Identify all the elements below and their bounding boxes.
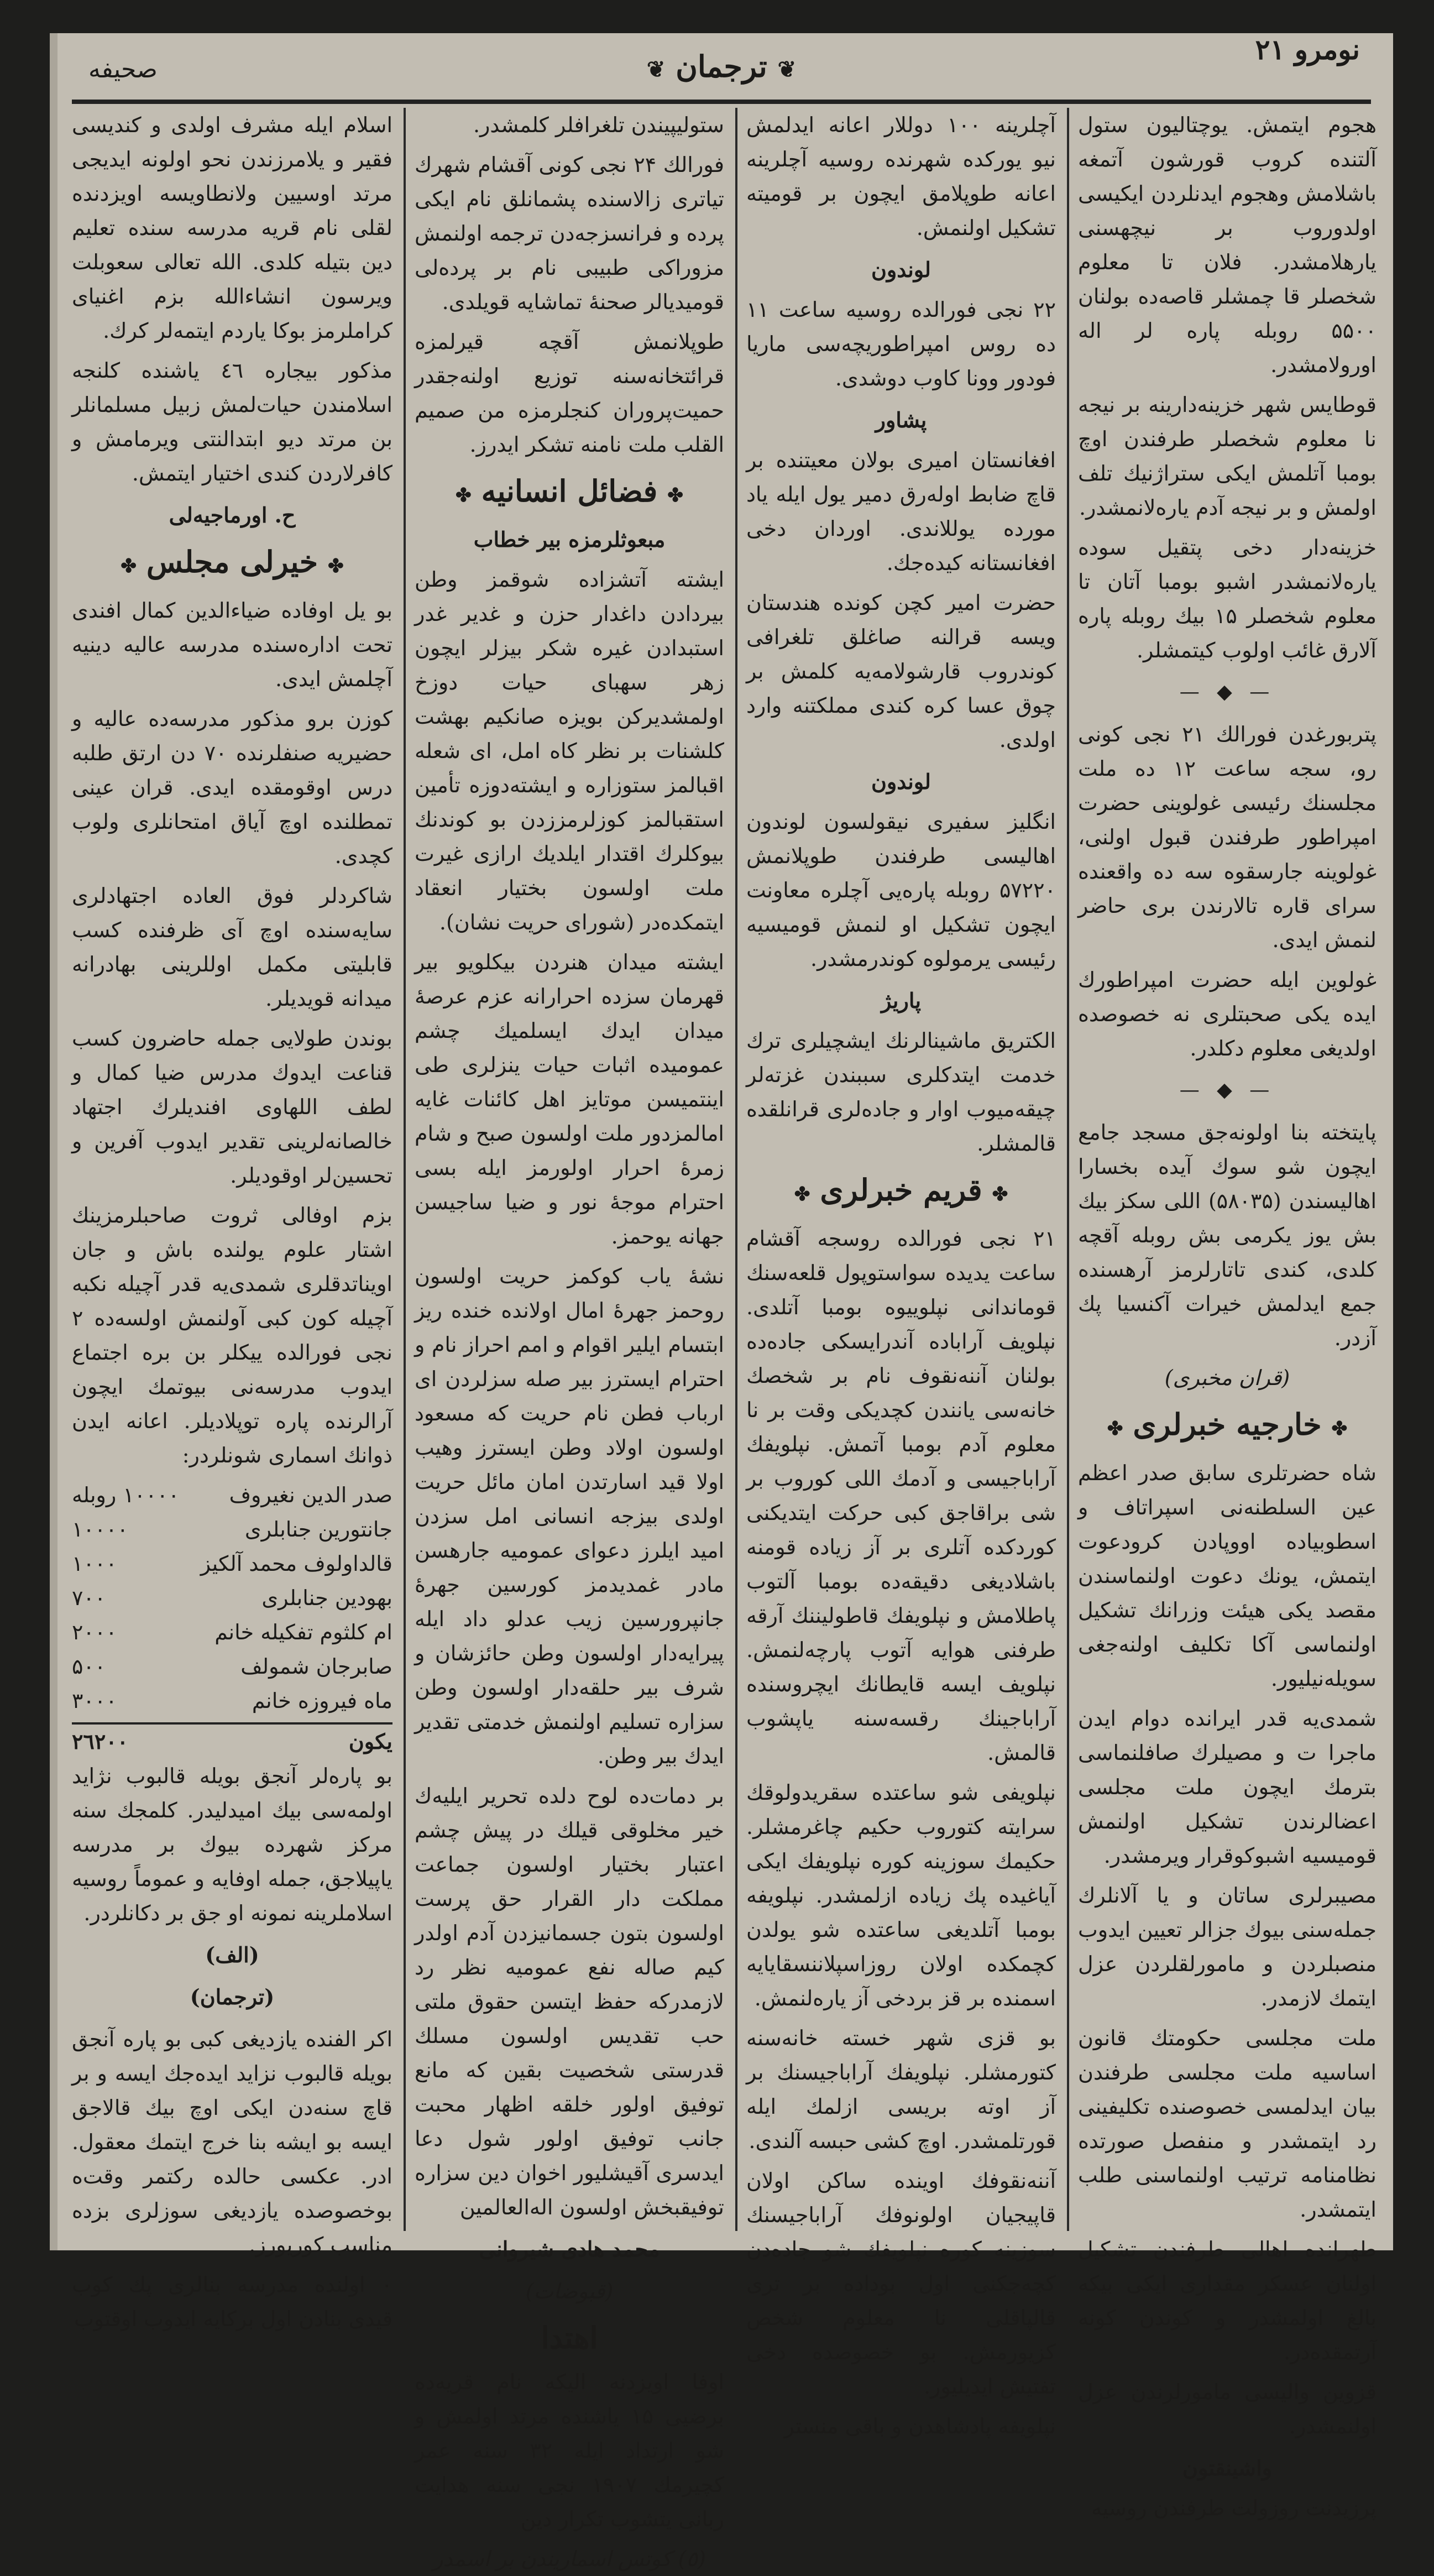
paragraph: ایشته آتشزاده شوقمز وطن بیردادن داغدار حزن و غدیر غدر استبدادن غیره شکر بیزلر ایچون زهر سهبای حیات دوزخ اولمشدیرکن بویزه صانکیم بهشت کلشنات بر نظر کاه امل، ای شعله اقبالمز ستوزاره و ایشته‌دوزه تأمین استقبالمز کوزلرمززدن بو کوندنك بیوکلرك اقتدار ایلدیك ارازی غیرت ملت اولسون بختیار انعقاد ایتمکده‌در (شورای حریت نشان). [415,567,724,934]
page-shadow [50,33,57,2250]
paragraph: نپلویفه پادشاهدن و باقی منستر [784,2414,1056,2438]
editor-signature: (ترجمان) [190,1984,275,2009]
section-heading: اهتدا [541,2320,598,2355]
column-rule [404,108,406,2231]
dateline: پشاور [875,407,927,432]
section-heading: ✤خارجیه خبرلری✤ [1107,1407,1348,1442]
divider-ornament: — ◆ — [1179,681,1275,703]
divider-ornament: — ◆ — [1179,1079,1275,1101]
paragraph: هجوم ایتمش. یوچتالیون ستول آلتنده کروب قورشون آتمغه باشلامش وهجوم ایدنلردن ایکیسی اولدوروب بر نیچهسنی یارهلامشدر. فلان تا معلوم شخصلر قا چمشلر قاصه‌ده بولنان ۵۵۰۰ روبله پاره لر اله اورولامشدر. [1078,113,1377,377]
paragraph: ۲۲ نجی فورالده روسیه ساعت ۱۱ ده روس امپراطوریچه‌سی ماریا فودور وونا کاوب دوشدی. [746,297,1056,390]
page-label: صحیفه [88,55,158,83]
author-signature: محمد هادی شیروانی [479,2237,660,2261]
ornament-icon: ✤ [1107,1418,1123,1440]
ornament-icon: ✤ [794,1183,810,1205]
ledger-row: صابرجان شمولف ۵۰۰ [72,1654,392,1679]
issue-number: نومرو ۲۱ [1255,33,1360,66]
paragraph: انگلیز سفیری نیقولسون لوندون اهالیسی طرفندن طوپلانمش ۵۷۲۲۰ روبله پاره‌یی آچلره معاونت ایچون تشکیل او لنمش قومیسیه رئیسی یرمولوه کوندرمشدر. [746,809,1056,971]
paragraph: بوندن طولایی جمله حاضرون کسب قناعت ایدوك مدرس ضیا کمال و لطف اللهاوی افندیلرك اجتهاد خالصانه‌لرینی تقدیر ایدوب آفرین و تحسین‌لر اوقودیلر. [72,1026,392,1188]
author-signature: ح. اورماجیه‌لی [169,503,296,527]
column-3 [415,108,725,2571]
paragraph: افغانستان امیری بولان معیتنده بر قاچ ضابط اوله‌رق دمیر یول ایله یاد مورده یوللاندی. اوردان دخی افغانستانه کیده‌جك. [746,448,1056,575]
ledger-row: جانتورین جنابلری ۱۰۰۰۰ [72,1517,392,1542]
section-heading: ✤قریم خبرلری✤ [794,1172,1008,1208]
paragraph: حضرت امیر کچن کونده هندستان ویسه قرالنه صاغلق تلغرافی کوندروب قارشولامه‌یه کلمش بر چوق عسا کره کندی مملکتنه وارد اولدی. [746,591,1056,752]
paragraph: بو قزی شهر خسته خانه‌سنه کتورمشلر. نپلویفك آراباجیسنك بر آز اوته بریسی ازلمك ایله قورتلمشدر. اوچ کشی حبسه آلندی. [746,2026,1056,2153]
paragraph: کوزن برو مذکور مدرسه‌ده عالیه و حضیریه صنفلرنده ۷۰ دن ارتق طلبه درس اوقومقده ایدی. قران عینی تمطلنده اوچ آیاق امتحانلری ولوب کچدی. [72,707,393,868]
ledger-row: صدر الدین نغیروف ۱۰۰۰۰ روبله [72,1483,392,1507]
paragraph: بو پاره‌لر آنجق بویله قالبوب نژاید اولمه‌سی بیك امیدلیدر. کلمجك سنه مرکز شهرده بیوك بر مدرسه یاپیلاجق، جمله اوفایه و عموماً روسیه اسلاملرینه نمونه او جق بر دکانلردر. [72,1764,392,1925]
paragraph: ۲۱ نجی فورالده روسجه آقشام ساعت یدیده سواستوپول قلعه‌سنك قوماندانی نپلوییوه بومبا آتلدی. نپلویف آراباده آندرایسکی جاده‌ده بولنان آننه‌نقوف نام بر شخصك خانه‌سی یانندن کچدیکی وقت بر نا معلوم آدم بومبا آتمش. نپلویفك آراباجیسی و آدمك اللی کوروب بر شی براقاجق کبی حرکت ایتدیکنی کوردکده آتلری بر آز زیاده قومنه باشلادیغی دقیقه‌ده بومبا آلتوب پاطلامش و نپلویفك قاطولیننك آرقه طرفنی هوایه آتوب پارچه‌لنمش. نپلویف ایسه قایطانك ایچروسنده آراباجینك رقسه‌سنه یاپشوب قالمش. [746,1226,1056,1765]
paragraph: اسلام ایله مشرف اولدی و کندیسی فقیر و یلامرزندن نحو اولونه ایدیجی مرتد اوسیین ولانطاویسه اویزدنده لقلی نام قریه مدرسه سنده تعلیم دین بتیله کلدی. الله تعالی سعوبلت ویرسون انشاءالله بزم اغنیای کراملرمز بوکا یاردم ایتمه‌لر کرك. [72,113,392,343]
paragraph: طوپلانمش آقچه قیرلمزه قرائتخانه‌سنه توزیع اولنه‌جقدر حمیت‌پروران کنجلرمزه من صمیم القلب ملت نامنه تشکر ایدرز. [415,330,724,457]
paragraph: فورالك ۲۴ نجی کونی آقشام شهرك تیاتری زالاسنده پشمانلق نام ایکی پرده و فرانسزجه‌دن ترجمه اولنمش مزوراکی طبیبی نام بر پرده‌لی قومیدیالر صحنهٔ تماشایه قویلدی. [415,153,724,314]
paragraph: قوطایس شهر خزینه‌دارینه بر نیجه نا معلوم شخصلر طرفندن اوچ بومبا آتلمش ایکی ستراژنیك تلف اولمش و بر نیجه آدم یاره‌لانمشدر. [1078,393,1377,520]
ornament-icon: ✤ [667,484,683,506]
source-note: (قران مخبری) [1164,1366,1290,1390]
author-place: (قبوضات) [525,2279,614,2303]
ornament-icon: ✤ [992,1183,1008,1205]
subtitle: مبعوثلرمزه بیر خطاب [473,527,666,552]
paragraph: قزوین والیسی مامورلرندن عزل اولنمشدر. [1078,2380,1377,2438]
paragraph: شاه حضرتلری سابق صدر اعظم عین السلطنه‌نی اسپراتاف و اسطوبیاده اووپادن کرودعوت ایتمش، یونك دعوت اولنماسندن مقصد یکی هیئت وزرانك تشکیل اولنماسی آکا تکلیف اولنه‌جغی سویله‌نیلیور. [1078,1461,1377,1691]
footnote: (٥) کوتس اسماریندن بر اسمدر [433,2547,706,2571]
paragraph: مذکور بیجاره ٤٦ یاشنده کلنجه اسلامندن حیات‌لمش زبیل مسلمانلر بن مرتد دیو ابتدالنتی ویرمامش و کافرلاردن کندی اختیار ایتمش. [72,358,392,485]
ornament-icon: ❦ [777,56,797,82]
paragraph: الکتریق ماشینالرنك ایشچیلری ترك خدمت ایتدکلری سببندن غزته‌لر چیقه‌میوب اوار و جاده‌لری قرانلقده قالمشلر. [746,1028,1056,1156]
dateline: لوندون [871,257,931,282]
paragraph: غولوین ایله حضرت امپراطورك ایده یکی صحبتلری نه خصوصده اولدیغی معلوم دکلدر. [1078,968,1377,1060]
ledger-row: ماه فیروزه خانم ۳۰۰۰ [72,1689,392,1713]
paragraph: خزینه‌دار دخی پتقیل سوده یاره‌لانمشدر اشبو بومبا آتان تا معلوم شخصلر ۱۵ بیك روبله پاره آلارق غائب اولوب کیتمشلر. [1078,535,1377,662]
paragraph: پتربورغدن فورالك ۲۱ نجی کونی رو، سجه ساعت ۱۲ ده ملت مجلسنك رئیسی غولوینی حضرت امپراطور طرفندن قبول اولنی، غولوینه جارسقوه سه ده واقعنده سرای قاره تالارندن بری حاضر لنمش ایدی. [1078,722,1377,952]
column-2 [746,108,1056,2438]
paragraph: ۰ اولنده مدرسه بنالری پك کوب قیدی بنادن اول برکایه ایدوب اوقتوب [72,2272,392,2331]
dateline: لوندون [871,769,931,794]
paragraph: اکر الفنده یازدیغی کبی بو پاره آنجق بویله قالبوب نزاید ایده‌جك ایسه و بر قاچ سنه‌دن ایکی اوچ بیك قالاجق ایسه بو ایشه بنا خرج ایتمك معقول. ادر. عکسی حالده رکتمر وقت‌ه بوخصوصده یازدیغی سوزلری بزده مناسب کوریورز. [72,2027,392,2257]
newspaper-page [50,33,1393,2571]
ledger-total: یکون ۲٦۲۰۰ [72,1722,392,1759]
ornament-icon: ❦ [646,56,666,82]
paragraph: ستولیپیندن تلغرافلر کلمشدر. [473,113,724,137]
paragraph: مصیبرلری ساتان و یا آلانلرك جمله‌سنی بیوك جزالر تعیین ایدوب منصبلردن و مامورلقلردن عزل ایتمك لازمدر. [1078,1883,1377,2010]
paragraph: بر دمات‌ده لوح دلده تحریر ایلیه‌ك خیر مخلوقی قیلك در پیش چشم اعتبار بختیار اولسون جماعت مملکت دار القرار حق پرست اولسون بتون جسمانیزدن آدم اولدر کیم صاله نفع عمومیه نظر رد لازمدرکه حفظ ایتسن حقوق ملتی حب تقدیس اولسون مسلك قدرستی شخصیت بقین که مانع توفیق اولور خلقه اظهار محبت جانب توفیق اولور شول دعا ایدسری آقیشلیور اخوان دین سزاره توفیقبخش اولسون اله‌العالمین [415,1784,724,2219]
paragraph: پایتخته بنا اولونه‌جق مسجد جامع ایچون شو سوك آیده بخسارا اهالیسندن (۵۸۰۳۵) اللی سکز بیك بش یوز یکرمی بش روبله آقچه کلدی، کندی تاتارلرمز آرهسنده جمع ایدلمش خیرات آکنسیا پك آزدر. [1078,1120,1377,1350]
ornament-icon: ✤ [1331,1418,1348,1440]
donation-ledger [72,1478,392,1759]
paragraph: بزم اوفالی ثروت صاحبلرمزینك اشتار علوم یولنده باش و جان اویناتدقلری شمدی‌یه قدر آچیله نکبه آچیله کون کبی آولنمش اولسه‌ده ۲ نجی فورالده ییکلر بن بره اجتماع ایدوب مدرسه‌نی بیوتمك ایچون آرالرنده پاره توپلادیلر. اعانه ایدن ذوانك اسماری شونلردر: [72,1203,392,1467]
section-heading: ✤خیرلی مجلس✤ [121,544,344,579]
paragraph: شاکردلر فوق العاده اجتهادلری سایه‌سنده اوچ آی ظرفنده کسب قابلیتی مکمل اوللرینی بهادرانه میدانه قویدیلر. [72,884,392,1011]
ornament-icon: ✤ [456,484,472,506]
column-rule [735,108,737,2231]
header-rule [72,100,1371,104]
column-rule [1067,108,1069,2231]
paragraph: ایشته میدان هنردن بیکلویو بیر قهرمان سزده احرارانه عزم عرصهٔ میدان ایدك ایسلمیك چشم عمومیده اثبات حیات ینزلری طی اینتمیسن موتایز اهل کائنات غایه امالمزدور ملت اولسون صبح و شام زمرهٔ احرار اولورمز ایله بسی احترام موجهٔ نور و ضیا ساجیسن جهانه یوحمز. [415,950,724,1248]
paragraph: ملت مجلسی حکومتك قانون اساسیه ملت مجلسی طرفندن بیان ایدلمسی خصوصنده تکلیفینی رد ایتمشدر و منفصل صورتده نظامنامه ترتیب اولنماسنی طلب ایتمشدر. [1078,2026,1377,2222]
ledger-row: بهودین جنابلری ۷۰۰ [72,1586,392,1610]
ledger-row: ام کلثوم تفکیله خانم ۲۰۰۰ [72,1620,392,1644]
paragraph: اوفا اویزدنه الیکه نام قریه‌ده برضیی ۱۵ یاشنده مرتد اولمش و شو ارتداد ایله ۳۲ سنه عمر کچیرمك ۱۹۰۷ نجی سنه هدایت ربانی یتشوب تکرار دین [415,2370,725,2531]
paragraph: طهرانده اهالی طرفندن تشکیل اولنان عسکر مقداری ایکی بیکه بالغ اولمشدر و کوندن کونه آرتمقده‌در. [1078,2237,1377,2364]
ornament-icon: ✤ [328,555,344,577]
paragraph: بو یل اوفاده ضیاءالدین کمال افندی تحت اداره‌سنده مدرسه عالیه دینیه آچلمش ایدی. [72,598,392,691]
paragraph: آچلرینه ۱۰۰ دوللار اعانه ایدلمش نیو یورکده شهرنده روسیه آچلرینه اعانه طوپلامق ایچون بر قومیته تشکیل اولنمش. [746,113,1056,240]
masthead [603,49,840,87]
section-heading: ✤فضائل انسانیه✤ [456,473,683,509]
ledger-row: قالداولوف محمد آلکیز ۱۰۰۰ [72,1551,392,1576]
masthead-title: ترجمان [676,49,767,84]
paragraph: آننه‌نقوفك اوینده ساکن اولان قاپیجیان اولونوفك آراباجیسنك سوزینه کوره نپلویفك شو جاده‌دن کچه‌جکنی اول بوداده بر تری قالپاقلی نا معلوم شخص کزیورمش. بو خصوصده دخی تفتیش ایدیلیور. [746,2169,1056,2399]
author-signature: (الف) [205,1942,259,1967]
paragraph: شمدی‌یه قدر ایرانده دوام ایدن ماجرا ت و مصیلرك صافلنماسی بترمك ایچون ملت مجلسی اعضالرندن تشکیل اولنمش قومیسیه اشبوکوقرار ویرمشدر. [1078,1706,1377,1868]
dateline: واشینقتون [1182,2455,1272,2480]
paragraph: پرزیدنت روزولت طرفندن روسیه [1091,2496,1377,2520]
dateline: پاریژ [881,988,922,1013]
ornament-icon: ✤ [121,555,137,577]
column-1 [1078,108,1377,2520]
paragraph: نپلویفی شو ساعتده سقریدولوقك سرایته کتوروب حکیم چاغرمشلر. حکیمك سوزینه کوره نپلویفك ایکی آیاغیده پك زیاده ازلمشدر. نپلویفه بومبا آتلدیغی ساعتده شو یولدن کچمکده اولان روزاسپلاننسقایایه اسمنده بر قز بردخی آز یاره‌لنمش. [746,1780,1056,2010]
column-4 [72,108,393,2331]
paragraph: نشهٔ یاب کوکمز حریت اولسون روحمز جهرهٔ امال اولانده خنده ریز ابتسام ایلیر اقوام و امم احراز نام و احترام ایسترز بیر صله سزلردن ای ارباب فطن نام حریت که مسعود اولسون اولاد وطن ایسترز وهیب اولا قید اسارتدن امان مائل حریت اولدی بیزجه انسانی امل سزدن امید ایلرز دعوای عمومیه جارهسن مادر غمدیدمز کورسین جهرهٔ جانپرورسین زیب عدلو داد ایله پیرایه‌دار اولسون وطن حائزشان و شرف بیر حلقه‌دار اولسون وطن سزاره تسلیم اولنمش خدمتی تقدیر ایدك بیر وطن. [415,1264,724,1768]
